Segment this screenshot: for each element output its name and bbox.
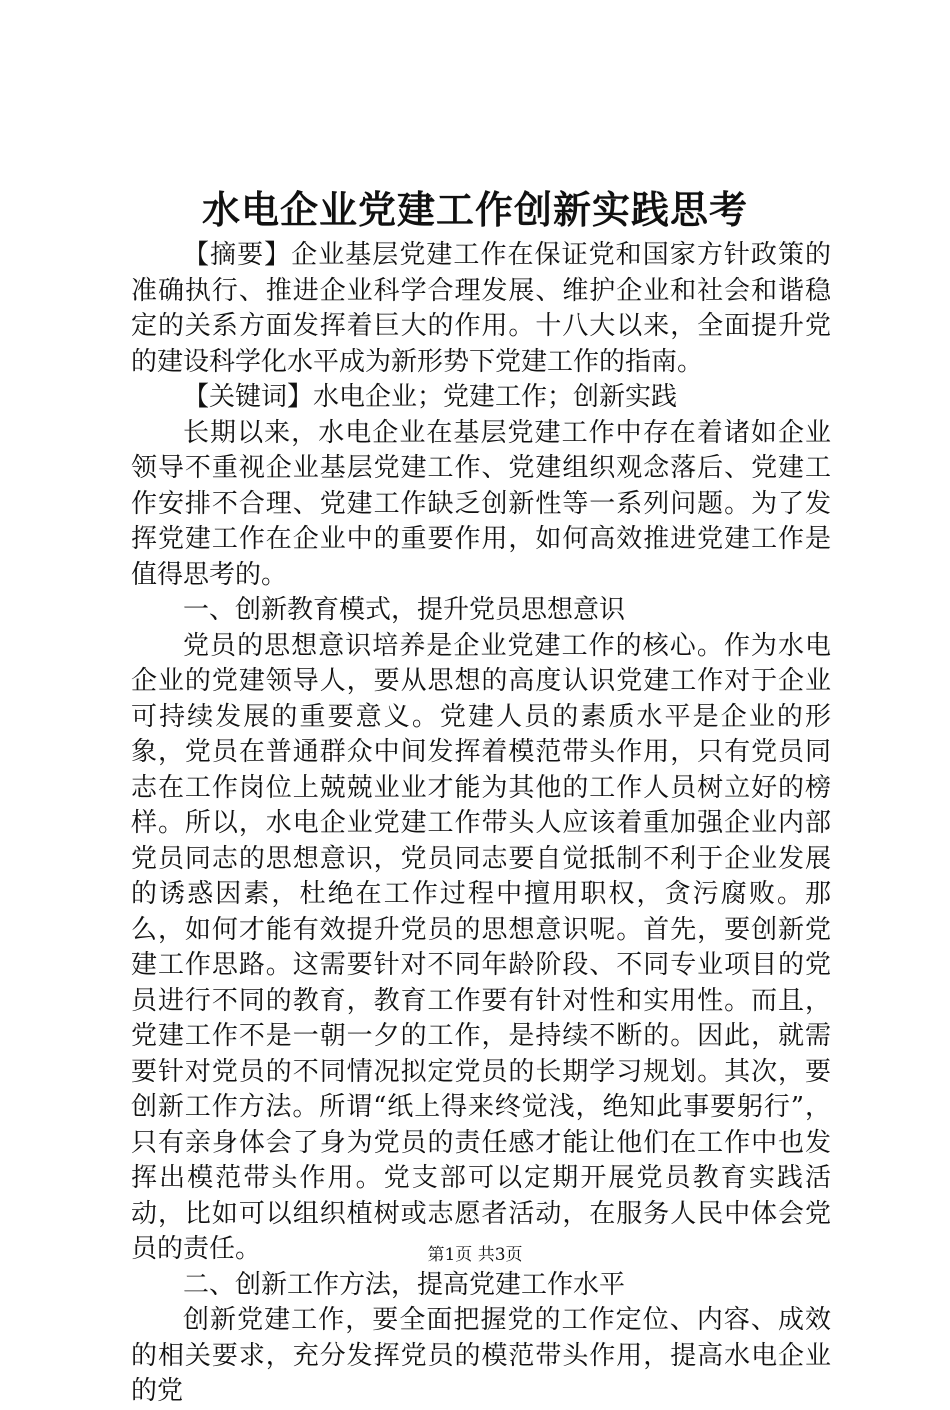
page-footer: 第1页 共3页 [427,1245,523,1265]
section-heading-2: 二、创新工作方法，提高党建工作水平 [183,1269,626,1300]
document-body [131,238,831,1410]
section-2-paragraph: 创新党建工作，要全面把握党的工作定位、内容、成效的相关要求，充分发挥党员的模范带头作用，提高水电企业的党 [131,1305,831,1406]
section-heading-1: 一、创新教育模式，提升党员思想意识 [183,595,626,625]
section-1-paragraph: 党员的思想意识培养是企业党建工作的核心。作为水电企业的党建领导人，要从思想的高度认识党建工作对于企业可持续发展的重要意义。党建人员的素质水平是企业的形象，党员在普通群众中间发挥着模范带头作用，只有党员同志在工作岗位上兢兢业业才能为其他的工作人员树立好的榜样。所以，水电企业党建工作带头人应该着重加强企业内部党员同志的思想意识，党员同志要自觉抵制不利于企业发展的诱惑因素，杜绝在工作过程中擅用职权，贪污腐败。那么，如何才能有效提升党员的思想意识呢。首先，要创新党建工作思路。这需要针对不同年龄阶段、不同专业项目的党员进行不同的教育，教育工作要有针对性和实用性。而且，党建工作不是一朝一夕的工作，是持续不断的。因此，就需要针对党员的不同情况拟定党员的长期学习规划。其次，要创新工作方法。所谓“纸上得来终觉浅，绝知此事要躬行”，只有亲身体会了身为党员的责任感才能让他们在工作中也发挥出模范带头作用。党支部可以定期开展党员教育实践活动，比如可以组织植树或志愿者活动，在服务人民中体会党员的责任。 [131,630,831,1264]
abstract-paragraph: 【摘要】企业基层党建工作在保证党和国家方针政策的准确执行、推进企业科学合理发展、维护企业和社会和谐稳定的关系方面发挥着巨大的作用。十八大以来，全面提升党的建设科学化水平成为新形势下党建工作的指南。 [131,240,831,377]
intro-paragraph: 长期以来，水电企业在基层党建工作中存在着诸如企业领导不重视企业基层党建工作、党建组织观念落后、党建工作安排不合理、党建工作缺乏创新性等一系列问题。为了发挥党建工作在企业中的重要作用，如何高效推进党建工作是值得思考的。 [131,417,831,590]
document-title: 水电企业党建工作创新实践思考 [201,187,748,232]
keywords-paragraph: 【关键词】水电企业；党建工作；创新实践 [183,382,678,412]
